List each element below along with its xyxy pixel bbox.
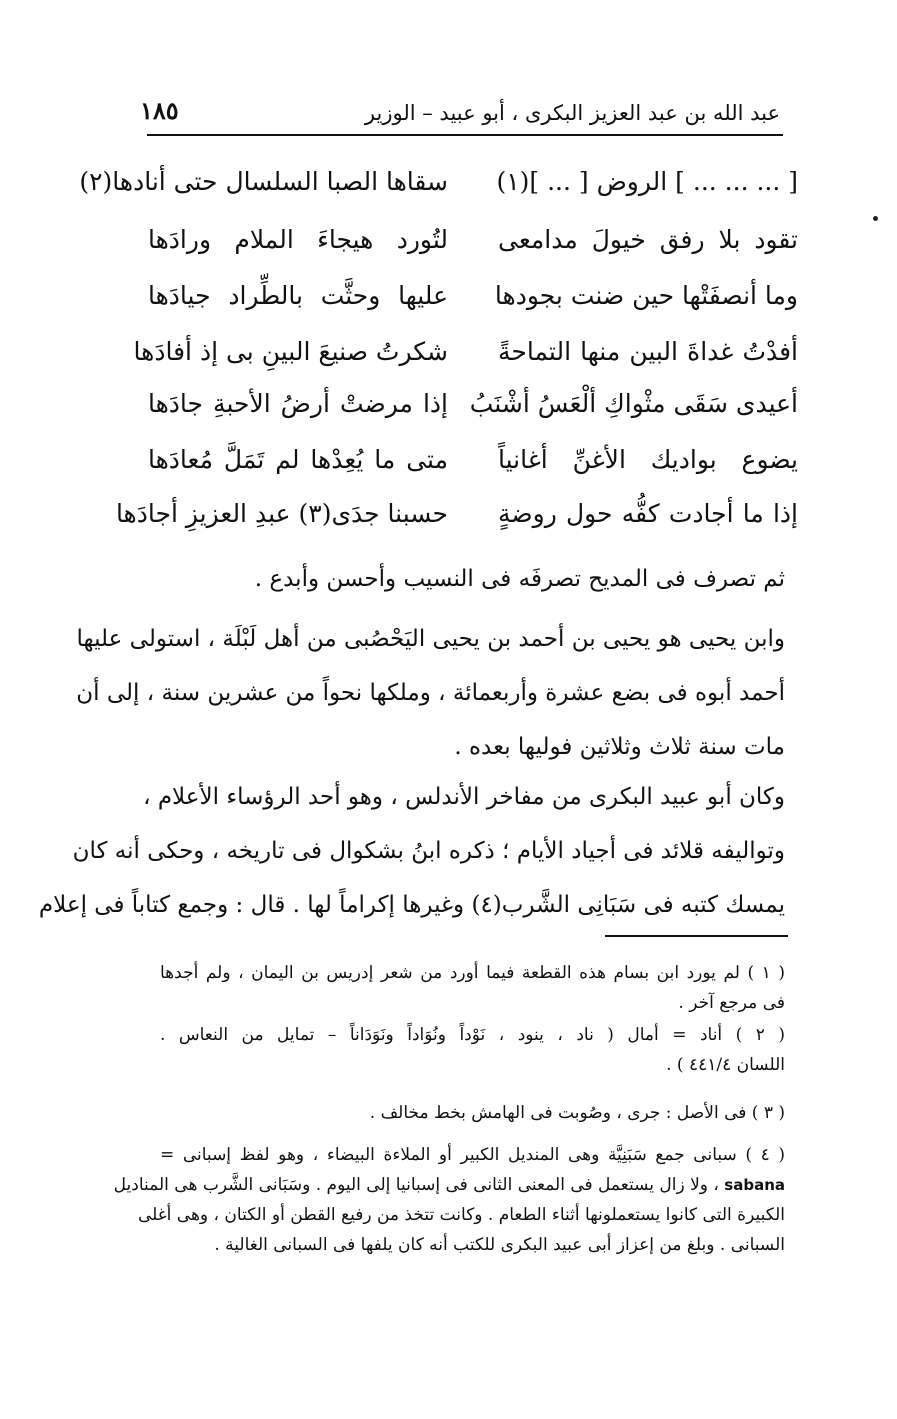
- margin-dot: [873, 216, 878, 221]
- footnote-line: ( ١ ) لم يورد ابن بسام هذه القطعة فيما أورد من شعر إدريس بن اليمان ، ولم أجدها: [160, 963, 785, 983]
- footnote-3: [160, 1098, 785, 1128]
- verse-line: [148, 382, 798, 434]
- paragraph-abu-ubayd: [38, 770, 785, 932]
- paragraph-ibn-yahya: [76, 612, 785, 774]
- verse-first-hemistich: أفدْتُ غداةَ البين منها التماحةً: [498, 337, 798, 366]
- text-line: وابن يحيى هو يحيى بن أحمد بن يحيى اليَحْصُبى من أهل لَبْلَة ، استولى عليها: [76, 626, 785, 652]
- verse-second-hemistich: لتُورد هيجاءَ الملام ورادَها: [148, 225, 448, 254]
- verse-first-hemistich: يضوع بواديك الأغنِّ أغانياً: [498, 445, 798, 474]
- verse-second-hemistich: متى ما يُعِدْها لم تَمَلَّ مُعادَها: [148, 445, 448, 474]
- verse-second-hemistich: حسبنا جدَى(٣) عبدِ العزيزِ أجادَها: [115, 499, 448, 528]
- paragraph-madih: [254, 552, 785, 606]
- verse-line: [133, 330, 798, 382]
- footnote-separator: [605, 935, 788, 937]
- footnote-line: فى مرجع آخر .: [678, 993, 785, 1013]
- header-rule: [147, 134, 783, 136]
- footnote-line: ( ٢ ) أناد = أمال ( ناد ، ينود ، نَوْداً ونُوَاداً ونَوَدَاناً – تمايل من النعاس .: [160, 1025, 785, 1045]
- footnote-line: ( ٤ ) سبانى جمع سَبَنِيَّة وهى المنديل الكبير أو الملاءة البيضاء ، وهو لفظ إسبانى =: [160, 1145, 785, 1165]
- footnote-line: [113, 1170, 785, 1200]
- verse-line: [148, 274, 798, 326]
- text-line: مات سنة ثلاث وثلاثين فوليها بعده .: [454, 734, 785, 760]
- footnote-4: [113, 1140, 785, 1260]
- latin-word: sabana: [724, 1176, 785, 1194]
- verse-first-hemistich: تقود بلا رفق خيولَ مدامعى: [498, 225, 798, 254]
- verse-second-hemistich: سقاها الصبا السلسال حتى أنادها(٢): [79, 167, 448, 196]
- text-line: ثم تصرف فى المديح تصرفَه فى النسيب وأحسن وأبدع .: [254, 566, 785, 592]
- running-header: [140, 98, 780, 138]
- verse-line: [148, 438, 798, 490]
- footnote-line-rest: ، ولا زال يستعمل فى المعنى الثانى فى إسبانيا إلى اليوم . وسَبَانى الشَّرب هى المناديل: [113, 1175, 719, 1195]
- verse-first-hemistich: إذا ما أجادت كفُّه حول روضةٍ: [498, 499, 798, 528]
- footnote-2: [160, 1020, 785, 1080]
- page-number: ١٨٥: [140, 96, 179, 125]
- verse-first-hemistich: وما أنصفَتْها حين ضنت بجودها: [494, 281, 798, 310]
- text-line: وكان أبو عبيد البكرى من مفاخر الأندلس ، وهو أحد الرؤساء الأعلام ،: [143, 784, 785, 810]
- footnote-1: [160, 958, 785, 1018]
- verse-second-hemistich: إذا مرضتْ أرضُ الأحبةِ جادَها: [148, 389, 448, 418]
- footnote-line: السبانى . وبلغ من إعزاز أبى عبيد البكرى للكتب أنه كان يلفها فى السبانى الغالية .: [214, 1235, 785, 1255]
- verse-line: [79, 160, 798, 212]
- footnote-line: ( ٣ ) فى الأصل : جرى ، وصُوبت فى الهامش بخط مخالف .: [369, 1103, 785, 1123]
- verse-second-hemistich: عليها وحثَّت بالطِّراد جيادَها: [148, 281, 448, 310]
- text-line: أحمد أبوه فى بضع عشرة وأربعمائة ، وملكها نحواً من عشرين سنة ، إلى أن: [76, 680, 785, 706]
- verse-line: [148, 218, 798, 270]
- footnote-line: الكبيرة التى كانوا يستعملونها أثناء الطعام . وكانت تتخذ من رفيع القطن أو الكتان ، وهى أغلى: [137, 1205, 785, 1225]
- text-line: يمسك كتبه فى سَبَانِى الشَّرب(٤) وغيرها إكراماً لها . قال : وجمع كتاباً فى إعلام: [38, 892, 785, 918]
- header-title: عبد الله بن عبد العزيز البكرى ، أبو عبيد – الوزير: [364, 101, 780, 125]
- text-line: وتواليفه قلائد فى أجياد الأيام ؛ ذكره ابنُ بشكوال فى تاريخه ، وحكى أنه كان: [72, 838, 785, 864]
- verse-second-hemistich: شكرتُ صنيعَ البينِ بى إذ أفادَها: [133, 337, 448, 366]
- footnote-line: اللسان ٤٤١/٤ ) .: [666, 1055, 785, 1075]
- verse-first-hemistich: [ ... ... ... ] الروض [ ... ](١): [496, 167, 798, 196]
- verse-first-hemistich: أعيدى سَقَى مثْواكِ ألْعَسُ أشْنَبُ: [469, 389, 798, 418]
- verse-line: [115, 492, 798, 544]
